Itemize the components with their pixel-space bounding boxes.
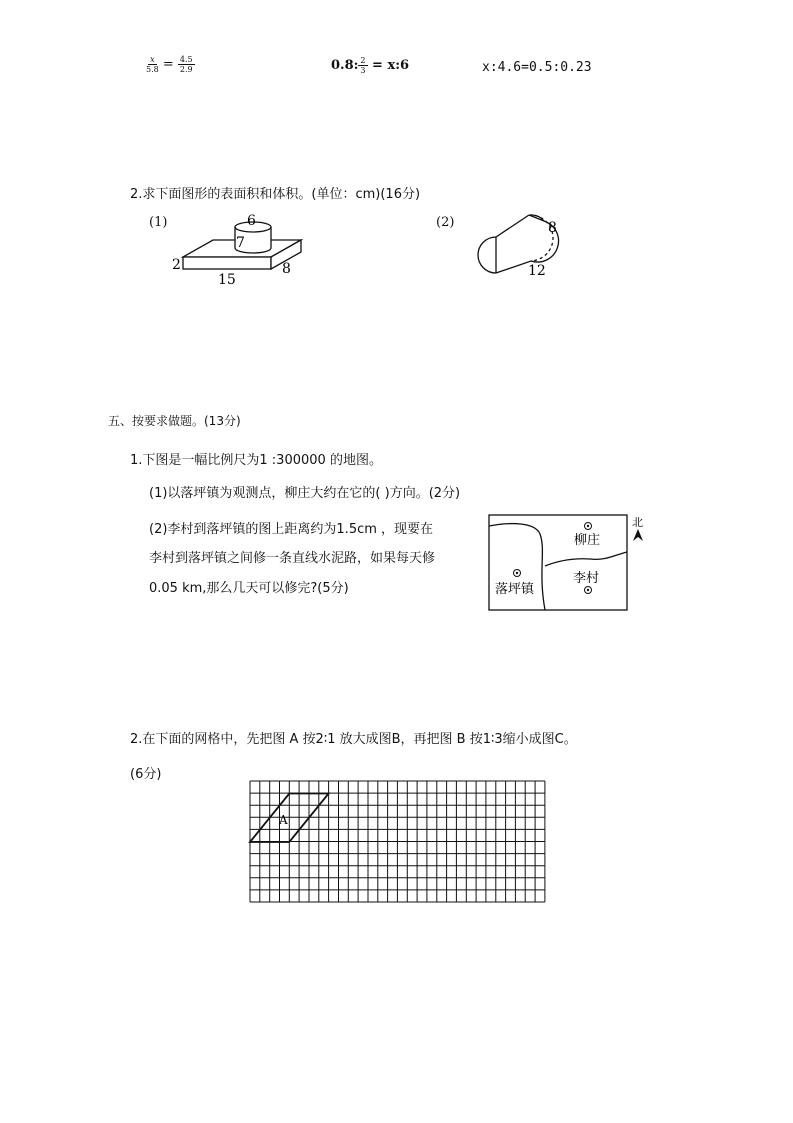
- section5-title: 五、按要求做题。(13分): [108, 414, 241, 428]
- numerator: 2: [360, 56, 366, 65]
- map-north: 北: [632, 516, 643, 529]
- s5-q1-part1: (1)以落坪镇为观测点，柳庄大约在它的( )方向。(2分): [149, 486, 461, 501]
- fig2-l-label: 12: [528, 263, 546, 279]
- map-licun: 李村: [573, 571, 600, 586]
- numerator: 4.5: [179, 55, 193, 64]
- denominator: 3: [360, 66, 366, 75]
- cyl-d-label: 6: [247, 213, 256, 229]
- map-luopingzhen: 落坪镇: [495, 582, 535, 597]
- s5-q2-score: (6分): [130, 767, 162, 782]
- cyl-h-label: 7: [236, 235, 245, 251]
- s5-q1-part2-line2: 李村到落坪镇之间修一条直线水泥路，如果每天修: [149, 551, 436, 566]
- box-h-label: 2: [172, 257, 181, 273]
- denominator: 2.9: [179, 65, 193, 74]
- eq2-tail: = x:6: [367, 58, 410, 73]
- equation-3: x:4.6=0.5:0.23: [482, 60, 592, 75]
- s5-q1-title: 1.下图是一幅比例尺为1 :300000 的地图。: [130, 453, 382, 468]
- fig2-d-label: 8: [548, 220, 557, 236]
- shape-a-label: A: [279, 813, 288, 827]
- s5-q1-part2-line3: 0.05 km,那么几天可以修完?(5分): [149, 581, 349, 596]
- box-w-label: 8: [282, 261, 291, 277]
- eq2-lead: 0.8:: [331, 58, 359, 73]
- fig1-label: (1): [149, 215, 168, 230]
- s5-q1-part2-line1: (2)李村到落坪镇的图上距离约为1.5cm ，现要在: [149, 522, 434, 537]
- s5-q2-title: 2.在下面的网格中，先把图 A 按2∶1 放大成图B，再把图 B 按1∶3缩小成图C。: [130, 732, 577, 747]
- box-l-label: 15: [218, 272, 236, 288]
- numerator: x: [150, 55, 155, 64]
- q2-title: 2.求下面图形的表面积和体积。(单位：cm)(16分): [130, 187, 421, 202]
- map-liuzhuang: 柳庄: [574, 533, 601, 548]
- fig2-label: (2): [436, 215, 455, 230]
- equals-sign: =: [162, 57, 174, 72]
- denominator: 5.8: [146, 65, 159, 74]
